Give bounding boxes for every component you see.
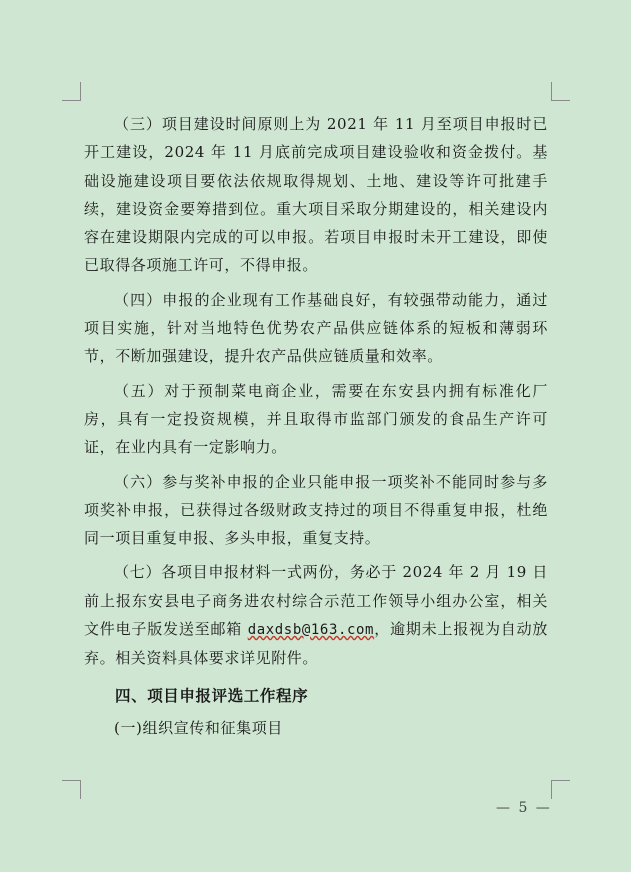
paragraph-7-text-before: （七）各项目申报材料一式两份，务必于 2024 年 2 月 19 日前上报东安县电子商务进农村综合示范工作领导小组办公室，相关文件电子版发送至邮箱 bbox=[84, 563, 548, 639]
crop-mark-top-left bbox=[62, 82, 81, 101]
paragraph-7-text-after: ，逾期未上报视为自动放弃。相关资料具体要求详见附件。 bbox=[84, 620, 548, 668]
subsection-heading: (一)组织宣传和征集项目 bbox=[114, 718, 283, 737]
crop-mark-top-right bbox=[551, 82, 570, 101]
paragraph-3: （三）项目建设时间原则上为 2021 年 11 月至项目申报时已开工建设，2024 年 11 月底前完成项目建设验收和资金拨付。基础设施建设项目要依法依规取得规划、土地、建设等许可批建手续，建设资金要筹措到位。重大项目采取分期建设的，相关建设内容在建设期限内完成的可以申报。若项目申报时未开工建设，即使已取得各项施工许可，不得申报。 bbox=[84, 115, 548, 275]
section-heading: 四、项目申报评选工作程序 bbox=[115, 686, 309, 705]
crop-mark-bottom-right bbox=[551, 780, 570, 799]
document-body bbox=[84, 110, 548, 743]
page-number: — 5 — bbox=[496, 800, 552, 816]
paragraph-7 bbox=[84, 558, 548, 672]
paragraph-4: （四）申报的企业现有工作基础良好，有较强带动能力，通过项目实施，针对当地特色优势农产品供应链体系的短板和薄弱环节，不断加强建设，提升农产品供应链质量和效率。 bbox=[84, 290, 548, 366]
email-address: daxdsb@163.com bbox=[247, 622, 375, 639]
crop-mark-bottom-left bbox=[62, 780, 81, 799]
paragraph-5: （五）对于预制菜电商企业，需要在东安县内拥有标准化厂房，具有一定投资规模，并且取得市监部门颁发的食品生产许可证，在业内具有一定影响力。 bbox=[84, 381, 548, 457]
paragraph-6: （六）参与奖补申报的企业只能申报一项奖补不能同时参与多项奖补申报，已获得过各级财政支持过的项目不得重复申报，杜绝同一项目重复申报、多头申报，重复支持。 bbox=[84, 472, 548, 548]
